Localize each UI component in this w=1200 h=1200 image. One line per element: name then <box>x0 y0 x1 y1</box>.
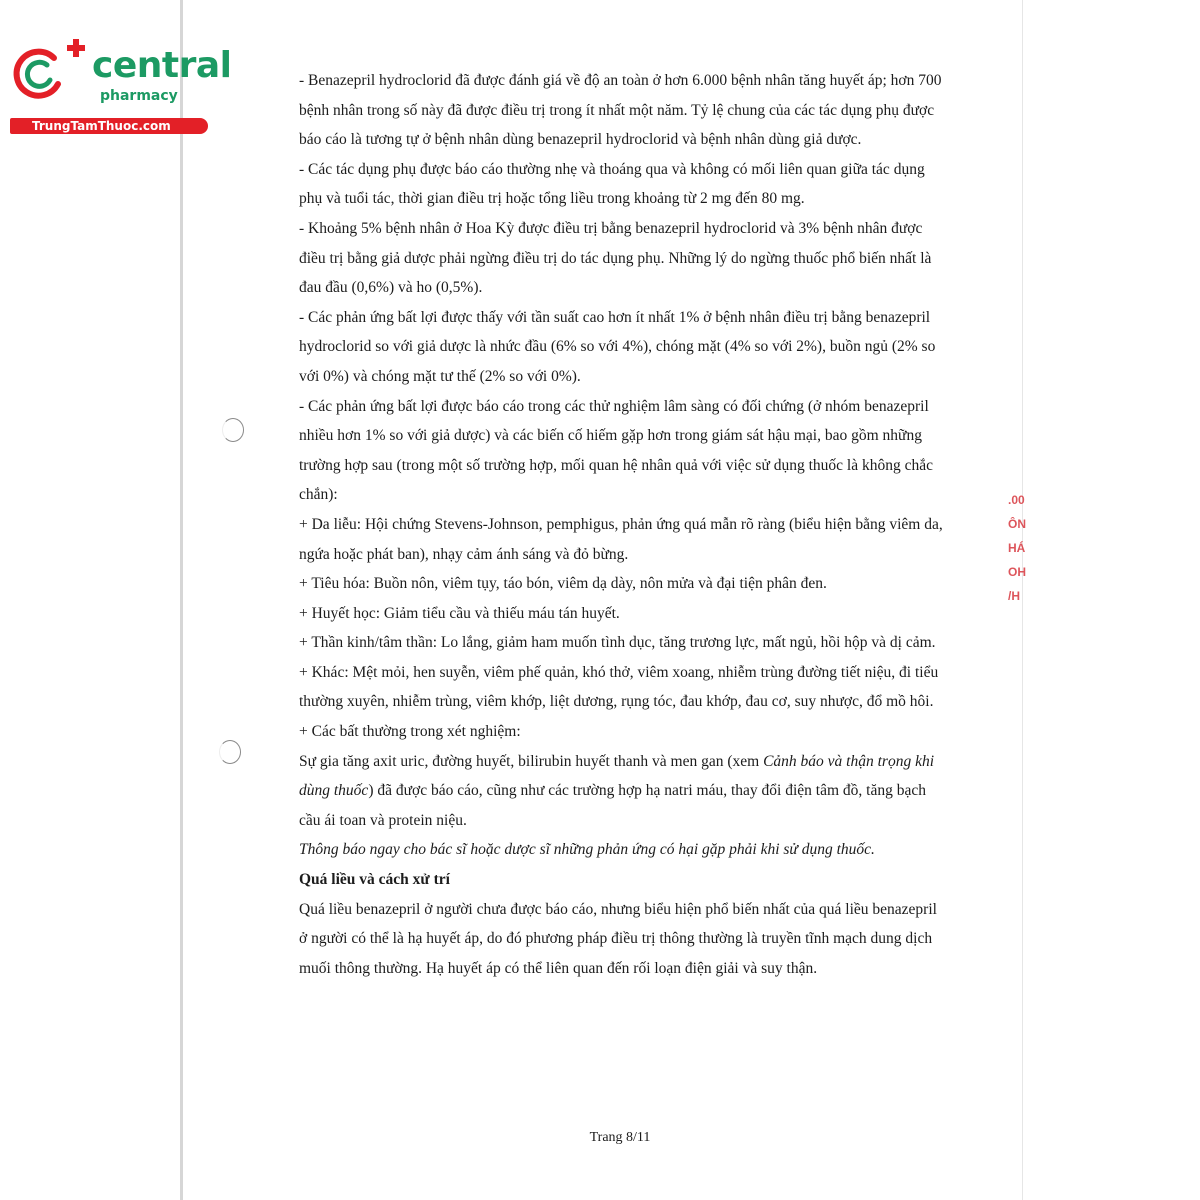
logo-subtitle: pharmacy <box>100 88 178 104</box>
paragraph: - Khoảng 5% bệnh nhân ở Hoa Kỳ được điều trị bằng benazepril hydroclorid và 3% bệnh nhân được điều trị bằng giả dược phải ngừng điều trị do tác dụng phụ. Những lý do ngừng thuốc phổ biến nhất là đau đầu (0,6%) và ho (0,5%). <box>299 219 932 297</box>
section-heading: Quá liều và cách xử trí <box>299 871 450 889</box>
paragraph: - Các tác dụng phụ được báo cáo thường nhẹ và thoáng qua và không có mối liên quan giữa tác dụng phụ và tuổi tác, thời gian điều trị hoặc tổng liều trong khoảng từ 2 mg đến 80 mg. <box>299 160 925 208</box>
punch-hole <box>222 418 244 442</box>
page-number: Trang 8/11 <box>589 1130 651 1145</box>
text-run: ) đã được báo cáo, cũng như các trường hợp hạ natri máu, thay đổi điện tâm đồ, tăng bạch cầu ái toan và protein niệu. <box>299 782 926 829</box>
safety-note: Thông báo ngay cho bác sĩ hoặc dược sĩ những phản ứng có hại gặp phải khi sử dụng thuốc. <box>299 841 875 859</box>
paragraph: Quá liều benazepril ở người chưa được báo cáo, nhưng biểu hiện phổ biến nhất của quá liều benazepril ở người có thể là hạ huyết áp, do đó phương pháp điều trị thông thường là truyền tĩnh mạch dung dịch muối thông thường. Hạ huyết áp có thể liên quan đến rối loạn điện giải và suy thận. <box>299 900 937 977</box>
list-item: + Tiêu hóa: Buồn nôn, viêm tụy, táo bón, viêm dạ dày, nôn mửa và đại tiện phân đen. <box>299 575 827 593</box>
stamp-fragment <box>1008 488 1028 638</box>
paragraph: - Các phản ứng bất lợi được báo cáo trong các thử nghiệm lâm sàng có đối chứng (ở nhóm benazepril nhiều hơn 1% so với giả dược) và các biến cố hiếm gặp hơn trong giám sát hậu mại, bao gồm những trường hợp sau (trong một số trường hợp, mối quan hệ nhân quả với việc sử dụng thuốc là không chắc chắn): <box>299 397 933 504</box>
document-body <box>299 66 944 983</box>
paragraph: - Benazepril hydroclorid đã được đánh giá về độ an toàn ở hơn 6.000 bệnh nhân tăng huyết áp; hơn 700 bệnh nhân trong số này đã được điều trị trong ít nhất một năm. Tỷ lệ chung của các tác dụng phụ được báo cáo là tương tự ở bệnh nhân dùng benazepril hydroclorid và bệnh nhân dùng giả dược. <box>299 72 942 149</box>
paragraph <box>299 747 944 836</box>
stamp-text: HÁ <box>1008 541 1026 555</box>
stamp-text: /H <box>1008 589 1020 603</box>
logo-name: central <box>92 45 232 86</box>
list-item: + Huyết học: Giảm tiểu cầu và thiếu máu tán huyết. <box>299 604 620 622</box>
list-item: + Khác: Mệt mỏi, hen suyễn, viêm phế quản, khó thở, viêm xoang, nhiễm trùng đường tiết niệu, đi tiểu thường xuyên, nhiễm trùng, viêm khớp, liệt dương, rụng tóc, đau khớp, đau cơ, suy nhược, đổ mồ hôi. <box>299 663 939 711</box>
punch-hole <box>219 740 241 764</box>
stamp-text: ÔN <box>1008 517 1026 531</box>
stamp-text: .00 <box>1008 493 1025 507</box>
paragraph: - Các phản ứng bất lợi được thấy với tần suất cao hơn ít nhất 1% ở bệnh nhân điều trị bằng benazepril hydroclorid so với giả dược là nhức đầu (6% so với 4%), chóng mặt (4% so với 2%), buồn ngủ (2% so với 0%) và chóng mặt tư thế (2% so với 0%). <box>299 308 936 385</box>
stamp-text: OH <box>1008 565 1026 579</box>
text-run: Sự gia tăng axit uric, đường huyết, bilirubin huyết thanh và men gan (xem <box>299 752 764 770</box>
medical-cross-icon <box>66 38 86 58</box>
page-edge <box>180 0 183 1200</box>
logo-url[interactable]: TrungTamThuoc.com <box>32 119 171 133</box>
list-item: + Thần kinh/tâm thần: Lo lắng, giảm ham muốn tình dục, tăng trương lực, mất ngủ, hồi hộp và dị cảm. <box>299 634 936 652</box>
logo-ring-icon <box>10 44 68 102</box>
list-item: + Các bất thường trong xét nghiệm: <box>299 723 521 741</box>
cross-reference: Cảnh báo và thận trọng khi dùng thuốc <box>299 752 935 800</box>
list-item: + Da liễu: Hội chứng Stevens-Johnson, pemphigus, phản ứng quá mẫn rõ ràng (biểu hiện bằng viêm da, ngứa hoặc phát ban), nhạy cảm ánh sáng và đỏ bừng. <box>299 515 943 563</box>
central-pharmacy-logo <box>10 38 232 138</box>
